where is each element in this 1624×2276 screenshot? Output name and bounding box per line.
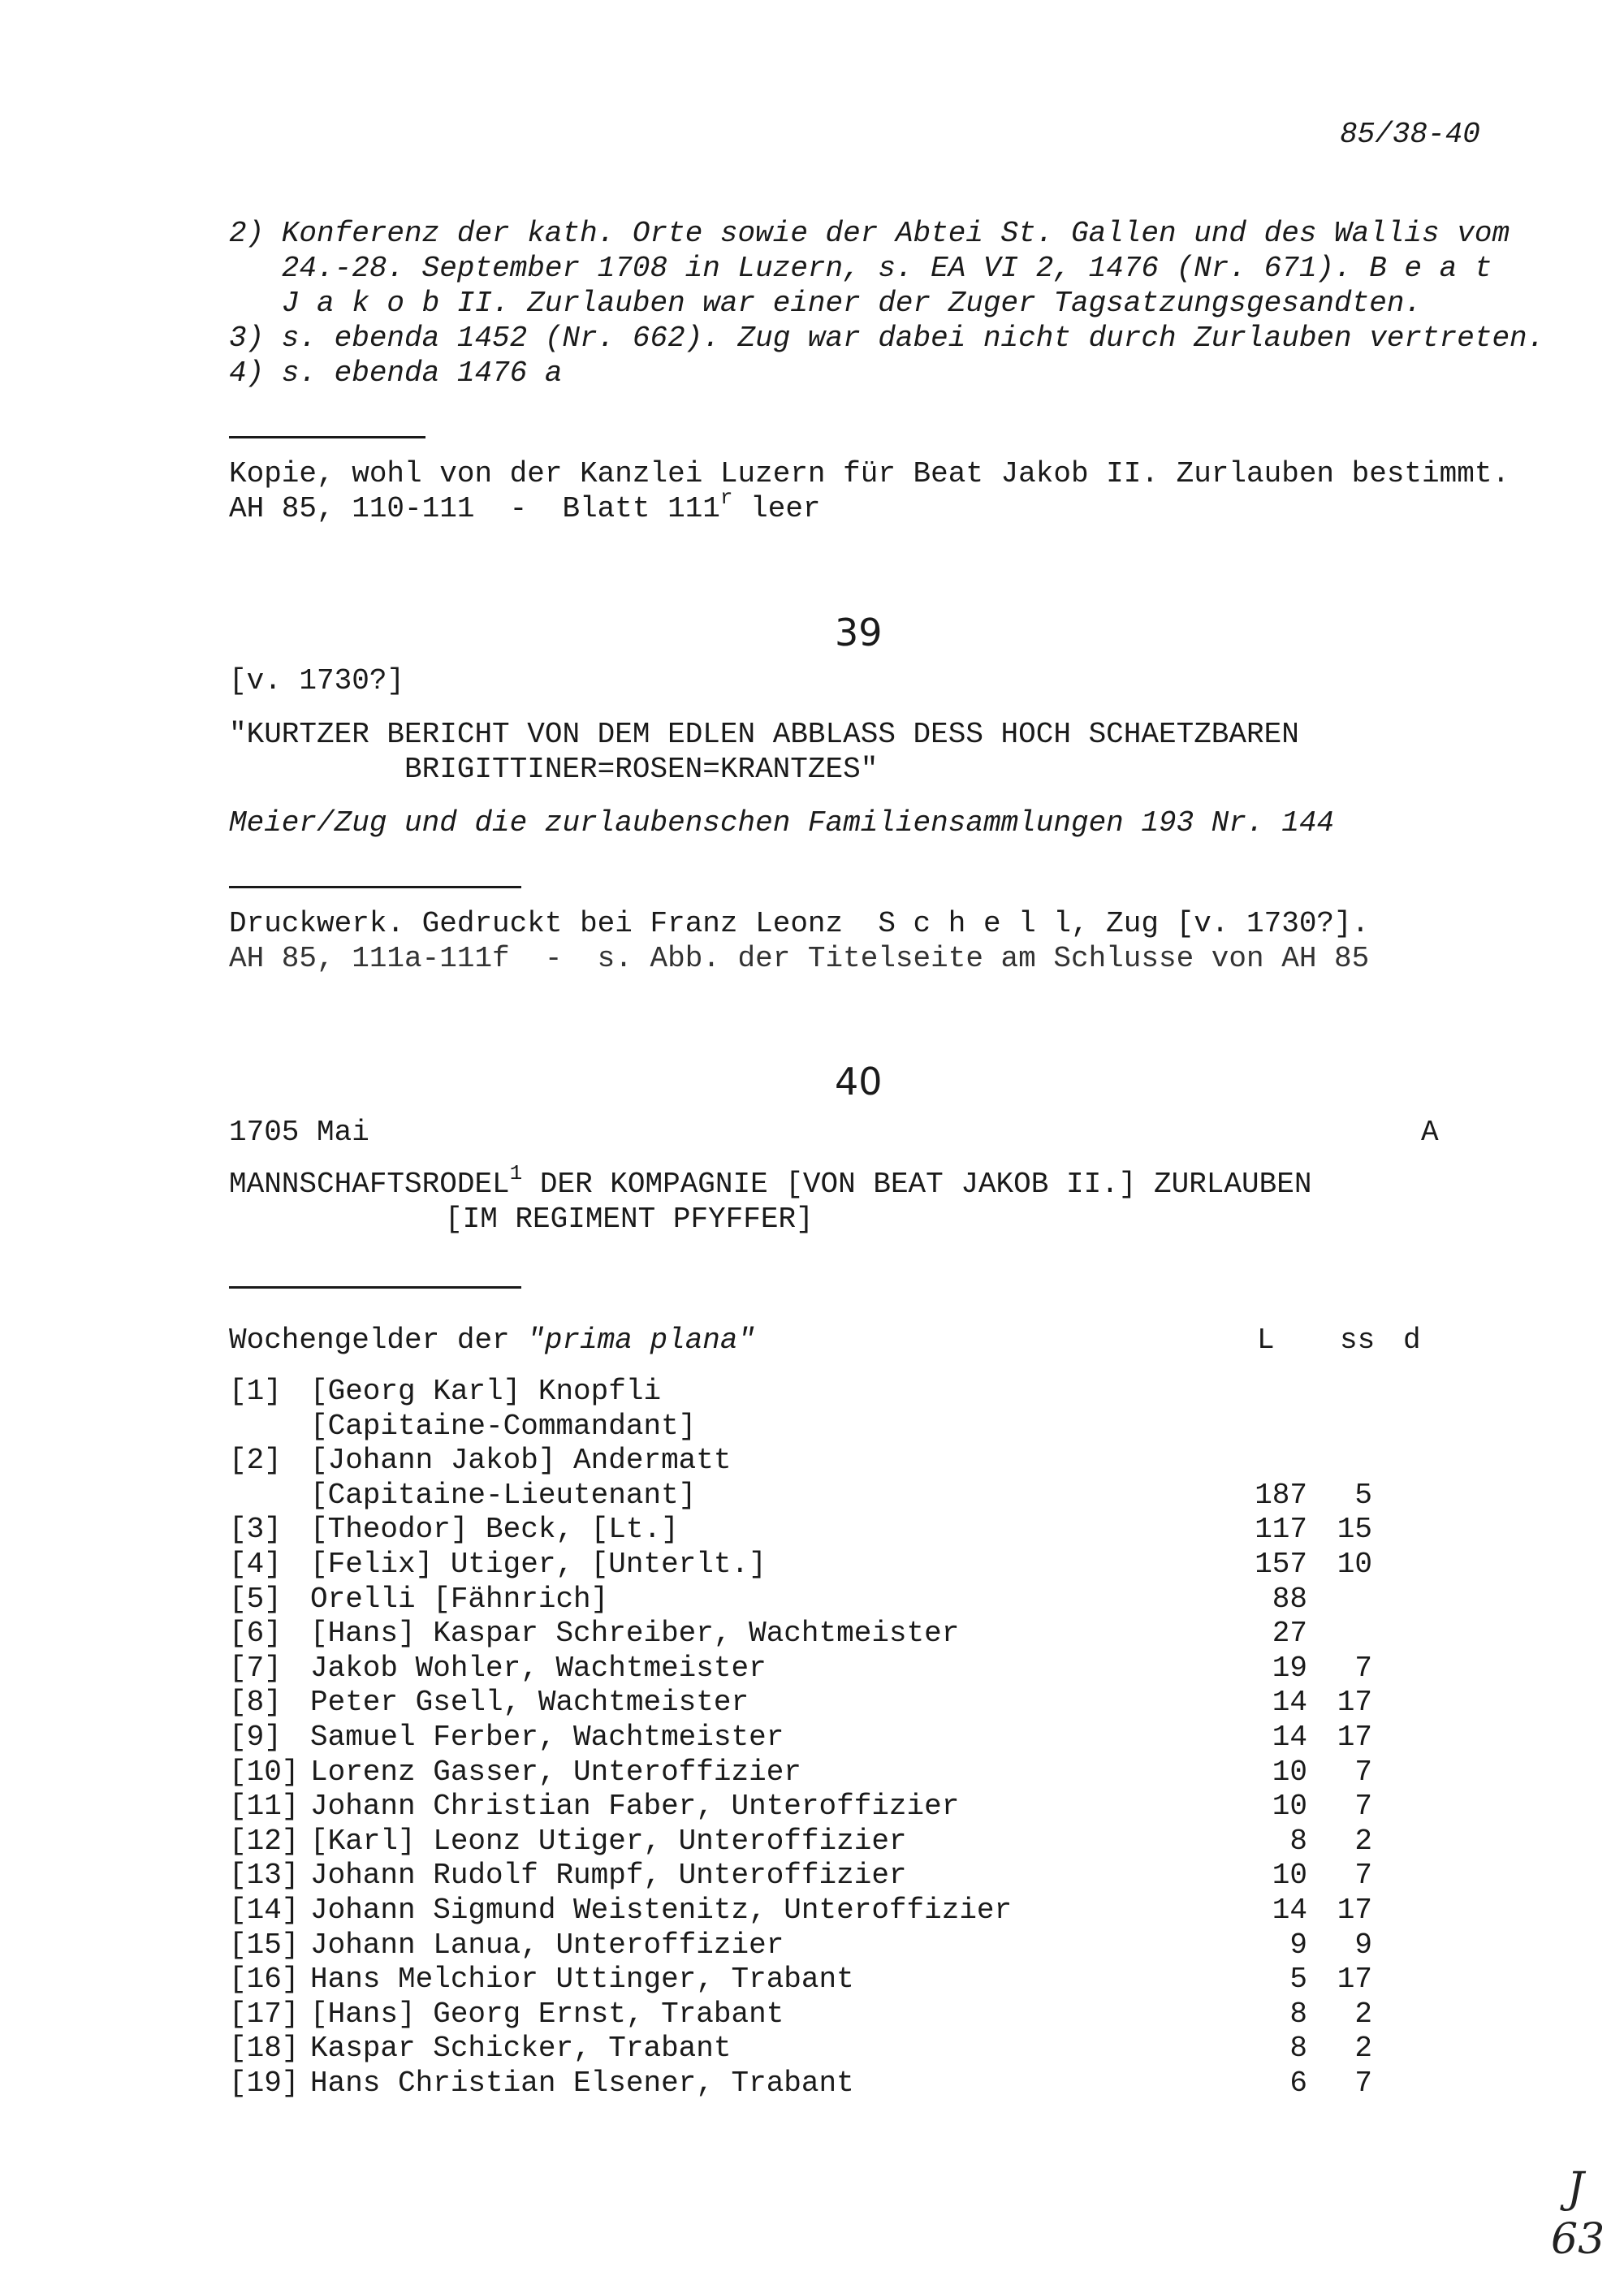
row-name: Johann Lanua, Unteroffizier — [310, 1928, 784, 1962]
row-value-ss: 2 — [1354, 2032, 1372, 2065]
row-index: [19] — [229, 2067, 300, 2100]
row-name: Johann Rudolf Rumpf, Unteroffizier — [310, 1859, 907, 1892]
divider-rule — [229, 436, 425, 438]
row-value-L: 187 — [1255, 1479, 1307, 1512]
row-value-L: 14 — [1272, 1721, 1307, 1754]
row-value-ss: 7 — [1354, 2067, 1372, 2100]
row-index: [10] — [229, 1756, 300, 1789]
row-index: [14] — [229, 1894, 300, 1927]
row-name: Orelli [Fähnrich] — [310, 1583, 609, 1616]
row-index: [1] — [229, 1375, 282, 1408]
caption-text: Wochengelder der — [229, 1324, 528, 1357]
row-name: [Felix] Utiger, [Unterlt.] — [310, 1548, 767, 1581]
entry-title: [IM REGIMENT PFYFFER] — [445, 1203, 814, 1236]
row-value-L: 14 — [1272, 1894, 1307, 1927]
row-value-L: 8 — [1289, 1997, 1307, 2031]
source-note-line: Kopie, wohl von der Kanzlei Luzern für Beat Jakob II. Zurlauben bestimmt. — [229, 457, 1510, 490]
divider-rule — [229, 1286, 521, 1289]
row-value-L: 10 — [1272, 1790, 1307, 1823]
row-index: [9] — [229, 1721, 282, 1754]
footnote-line: 2) Konferenz der kath. Orte sowie der Abtei St. Gallen und des Wallis vom — [229, 217, 1510, 250]
row-name: Kaspar Schicker, Trabant — [310, 2032, 732, 2065]
handwritten-page-number: 63 — [1551, 2215, 1605, 2264]
row-value-ss: 7 — [1354, 1859, 1372, 1892]
row-name: Jakob Wohler, Wachtmeister — [310, 1652, 767, 1685]
table-caption — [229, 1324, 755, 1358]
row-value-ss: 7 — [1354, 1652, 1372, 1685]
row-value-L: 157 — [1255, 1548, 1307, 1581]
entry-title: "KURTZER BERICHT VON DEM EDLEN ABBLASS DESS HOCH SCHAETZBAREN — [229, 718, 1299, 751]
entry-letter: A — [1421, 1116, 1439, 1149]
row-name: [Johann Jakob] Andermatt — [310, 1444, 732, 1477]
entry-number: 40 — [835, 1060, 883, 1103]
row-value-ss: 15 — [1337, 1513, 1372, 1546]
row-name: Johann Sigmund Weistenitz, Unteroffizier — [310, 1894, 1013, 1927]
column-header-ss: ss — [1340, 1324, 1376, 1357]
row-index: [4] — [229, 1548, 282, 1581]
row-index: [11] — [229, 1790, 300, 1823]
footnote-line: 4) s. ebenda 1476 a — [229, 356, 563, 390]
row-name: Johann Christian Faber, Unteroffizier — [310, 1790, 960, 1823]
row-value-ss: 17 — [1337, 1963, 1372, 1996]
row-name: Samuel Ferber, Wachtmeister — [310, 1721, 784, 1754]
row-value-ss: 5 — [1354, 1479, 1372, 1512]
row-value-ss: 17 — [1337, 1894, 1372, 1927]
entry-title: BRIGITTINER=ROSEN=KRANTZES" — [404, 753, 879, 786]
row-name: Hans Christian Elsener, Trabant — [310, 2067, 854, 2100]
entry-date: [v. 1730?] — [229, 664, 405, 697]
row-index: [6] — [229, 1617, 282, 1650]
footnote-line: 24.-28. September 1708 in Luzern, s. EA VI 2, 1476 (Nr. 671). B e a t — [229, 252, 1492, 285]
divider-rule — [229, 886, 521, 888]
entry-date: 1705 Mai — [229, 1116, 369, 1149]
row-value-L: 10 — [1272, 1756, 1307, 1789]
footnote-line: 3) s. ebenda 1452 (Nr. 662). Zug war dabei nicht durch Zurlauben vertreten. — [229, 322, 1545, 355]
row-index: [18] — [229, 2032, 300, 2065]
title-part: MANNSCHAFTSRODEL — [229, 1168, 510, 1201]
row-index: [5] — [229, 1583, 282, 1616]
row-value-L: 27 — [1272, 1617, 1307, 1650]
row-name: Hans Melchior Uttinger, Trabant — [310, 1963, 854, 1996]
row-value-L: 19 — [1272, 1652, 1307, 1685]
row-index: [8] — [229, 1686, 282, 1719]
row-name: [Karl] Leonz Utiger, Unteroffizier — [310, 1825, 907, 1858]
caption-term: "prima plana" — [527, 1324, 756, 1357]
row-value-L: 10 — [1272, 1859, 1307, 1892]
row-name: [Georg Karl] Knopfli — [310, 1375, 662, 1408]
row-value-L: 88 — [1272, 1583, 1307, 1616]
superscript: 1 — [509, 1161, 523, 1186]
footnote-line: J a k o b II. Zurlauben war einer der Zuger Tagsatzungsgesandten. — [229, 287, 1423, 320]
row-value-ss: 2 — [1354, 1997, 1372, 2031]
source-ref-tail: leer — [732, 492, 821, 525]
row-value-ss: 7 — [1354, 1756, 1372, 1789]
column-header-d: d — [1403, 1324, 1421, 1357]
row-name: [Capitaine-Lieutenant] — [310, 1479, 697, 1512]
row-name: [Hans] Georg Ernst, Trabant — [310, 1997, 784, 2031]
row-value-ss: 17 — [1337, 1686, 1372, 1719]
column-header-L: L — [1257, 1324, 1275, 1357]
source-note-line — [229, 486, 821, 528]
row-name: [Hans] Kaspar Schreiber, Wachtmeister — [310, 1617, 960, 1650]
row-value-ss: 2 — [1354, 1825, 1372, 1858]
row-value-ss: 10 — [1337, 1548, 1372, 1581]
row-index: [15] — [229, 1928, 300, 1962]
superscript: r — [719, 486, 733, 510]
row-name: Lorenz Gasser, Unteroffizier — [310, 1756, 801, 1789]
title-part: DER KOMPAGNIE [VON BEAT JAKOB II.] ZURLAUBEN — [522, 1168, 1312, 1201]
entry-number: 39 — [835, 611, 883, 654]
row-index: [2] — [229, 1444, 282, 1477]
row-index: [12] — [229, 1825, 300, 1858]
source-note-line: Druckwerk. Gedruckt bei Franz Leonz S c h e l l, Zug [v. 1730?]. — [229, 907, 1370, 940]
row-value-ss: 9 — [1354, 1928, 1372, 1962]
reference-line: Meier/Zug und die zurlaubenschen Familiensammlungen 193 Nr. 144 — [229, 806, 1335, 840]
row-index: [17] — [229, 1997, 300, 2031]
row-value-L: 6 — [1289, 2067, 1307, 2100]
row-value-L: 9 — [1289, 1928, 1307, 1962]
page-reference: 85/38-40 — [1340, 118, 1480, 151]
row-value-L: 5 — [1289, 1963, 1307, 1996]
row-name: [Capitaine-Commandant] — [310, 1410, 697, 1443]
row-name: Peter Gsell, Wachtmeister — [310, 1686, 749, 1719]
handwritten-mark: J — [1567, 2164, 1584, 2213]
row-name: [Theodor] Beck, [Lt.] — [310, 1513, 679, 1546]
source-note-line: AH 85, 111a-111f - s. Abb. der Titelseite am Schlusse von AH 85 — [229, 942, 1370, 975]
row-index: [7] — [229, 1652, 282, 1685]
row-value-ss: 17 — [1337, 1721, 1372, 1754]
row-index: [3] — [229, 1513, 282, 1546]
row-index: [16] — [229, 1963, 300, 1996]
row-value-L: 8 — [1289, 1825, 1307, 1858]
entry-title — [229, 1161, 1312, 1203]
row-value-L: 14 — [1272, 1686, 1307, 1719]
row-value-ss: 7 — [1354, 1790, 1372, 1823]
row-value-L: 8 — [1289, 2032, 1307, 2065]
row-index: [13] — [229, 1859, 300, 1892]
row-value-L: 117 — [1255, 1513, 1307, 1546]
source-ref: AH 85, 110-111 - Blatt 111 — [229, 492, 720, 525]
